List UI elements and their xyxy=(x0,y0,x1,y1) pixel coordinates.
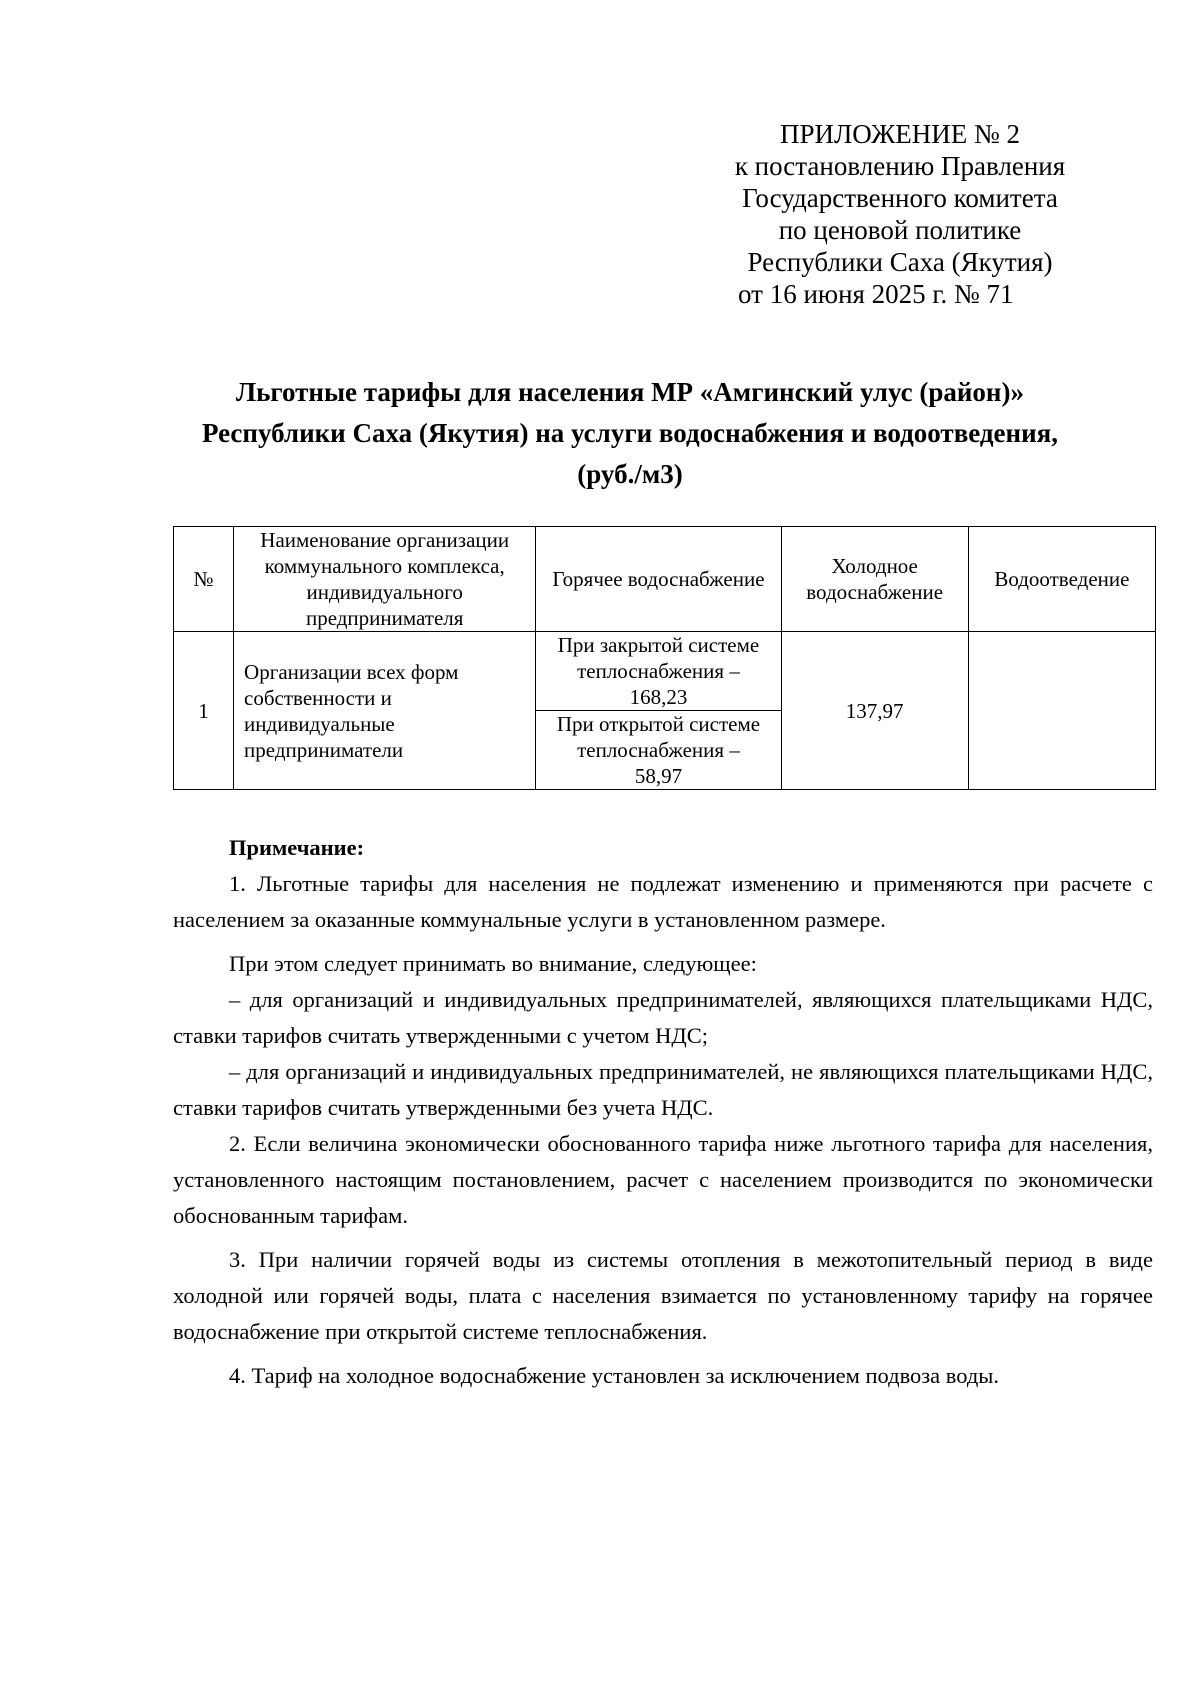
hot-closed-line: При закрытой системе xyxy=(557,633,760,657)
appendix-block xyxy=(700,118,1100,310)
hot-closed-line: теплоснабжения – xyxy=(577,659,740,683)
appendix-line: ПРИЛОЖЕНИЕ № 2 xyxy=(779,119,1021,149)
table-header-row xyxy=(174,527,1156,632)
note-paragraph: 3. При наличии горячей воды из системы отопления в межотопительный период в виде холодной или горячей воды, плата с населения взимается по установленному тарифу на горячее водоснабжение при открытой системе теплоснабжения. xyxy=(173,1247,1153,1344)
note-paragraph: – для организаций и индивидуальных предпринимателей, являющихся плательщиками НДС, ставки тарифов считать утвержденными с учетом НДС; xyxy=(173,987,1153,1048)
hot-water-closed-system xyxy=(536,632,781,711)
notes-section xyxy=(173,830,1153,1394)
drainage-value xyxy=(968,632,1155,790)
note-paragraph: При этом следует принимать во внимание, следующее: xyxy=(229,951,757,976)
appendix-line: от 16 июня 2025 г. № 71 xyxy=(738,279,1014,309)
org-line: предприниматели xyxy=(244,737,404,762)
header-cold-water: Холодное водоснабжение xyxy=(781,527,968,632)
org-line: индивидуальные xyxy=(244,711,395,736)
notes-header: Примечание: xyxy=(229,835,365,860)
document-title xyxy=(150,372,1110,495)
note-paragraph: 2. Если величина экономически обоснованного тарифа ниже льготного тарифа для населения, установленного настоящим постановлением, расчет с населением производится по экономически обоснованным тарифам. xyxy=(173,1131,1153,1228)
note-paragraph: 4. Тариф на холодное водоснабжение установлен за исключением подвоза воды. xyxy=(229,1363,1000,1388)
appendix-line: Республики Саха (Якутия) xyxy=(747,247,1053,277)
appendix-line: по ценовой политике xyxy=(778,215,1022,245)
note-paragraph: 1. Льготные тарифы для населения не подлежат изменению и применяются при расчете с населением за оказанные коммунальные услуги в установленном размере. xyxy=(173,871,1153,932)
org-line: Организации всех форм xyxy=(244,659,459,684)
row-organization xyxy=(234,632,536,790)
appendix-line: к постановлению Правления xyxy=(734,151,1066,181)
hot-closed-value: 168,23 xyxy=(629,685,688,709)
header-hot-water: Горячее водоснабжение xyxy=(536,527,781,632)
header-organization: Наименование организации коммунального комплекса, индивидуального предпринимателя xyxy=(234,527,536,632)
title-line: Республики Саха (Якутия) на услуги водоснабжения и водоотведения, xyxy=(201,418,1059,448)
tariff-table xyxy=(173,526,1156,790)
title-line: (руб./м3) xyxy=(577,459,683,489)
org-line: собственности и xyxy=(244,685,392,710)
header-drainage: Водоотведение xyxy=(968,527,1155,632)
appendix-line: Государственного комитета xyxy=(742,183,1058,213)
title-line: Льготные тарифы для населения МР «Амгинский улус (район)» xyxy=(236,377,1024,407)
hot-open-line: При открытой системе xyxy=(556,712,761,736)
table-row xyxy=(174,632,1156,711)
note-paragraph: – для организаций и индивидуальных предпринимателей, не являющихся плательщиками НДС, ставки тарифов считать утвержденными без учета НДС. xyxy=(173,1059,1153,1120)
hot-open-value: 58,97 xyxy=(634,764,683,788)
row-num: 1 xyxy=(174,632,234,790)
cold-water-value: 137,97 xyxy=(781,632,968,790)
hot-water-open-system xyxy=(536,711,781,790)
hot-open-line: теплоснабжения – xyxy=(577,738,740,762)
header-num: № xyxy=(174,527,234,632)
